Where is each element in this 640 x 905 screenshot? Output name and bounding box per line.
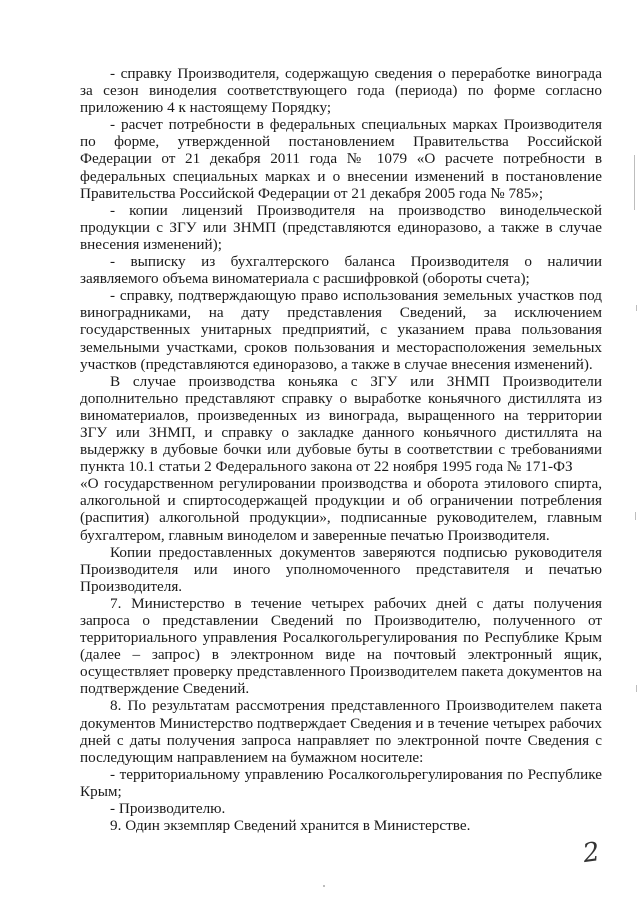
paragraph-recipient-territorial-office: - территориальному управлению Росалкогольрегулирования по Республике Крым; [80,765,602,800]
page-number: 2 [580,836,602,870]
paragraph-federal-law-title: «О государственном регулировании производства и оборота этилового спирта, алкогольной и спиртосодержащей продукции и об ограничении потребления (распития) алкогольной продукции», подписанные руководителем, главным бухгалтером, главным виноделом и заверенные печатью Производителя. [80,475,602,544]
document-body [80,65,602,834]
paragraph-item-9: 9. Один экземпляр Сведений хранится в Министерстве. [110,817,471,835]
paragraph-copies-certification: Копии предоставленных документов заверяются подписью руководителя Производителя или иного уполномоченного представителя и печатью Производителя. [80,543,602,595]
scan-artifact-mark [636,685,637,692]
scan-artifact-mark [323,885,325,887]
paragraph-item-8: 8. По результатам рассмотрения представленного Производителем пакета документов Министерство подтверждает Сведения и в течение четырех рабочих дней с даты получения запроса направляет по электронной почте Сведения с последующим направлением на бумажном носителе: [80,697,602,766]
paragraph-recipient-producer: - Производителю. [110,800,226,818]
paragraph-license-copies: - копии лицензий Производителя на производство винодельческой продукции с ЗГУ или ЗНМП (представляются единоразово, а также в случае внесения изменений); [80,201,602,253]
paragraph-grape-processing-certificate: - справку Производителя, содержащую сведения о переработке винограда за сезон виноделия соответствующего года (периода) по форме согласно приложению 4 к настоящему Порядку; [80,65,602,117]
scan-artifact-mark [634,155,635,210]
paragraph-balance-extract: - выписку из бухгалтерского баланса Производителя о наличии заявляемого объема виноматериала с расшифровкой (обороты счета); [80,253,602,288]
paragraph-item-7: 7. Министерство в течение четырех рабочих дней с даты получения запроса о представлении Сведений по Производителю, полученного от территориального управления Росалкогольрегулирования по Республике Крым (далее – запрос) в электронном виде на почтовый электронный ящик, осуществляет проверку представленного Производителем пакета документов на подтверждение Сведений. [80,594,602,698]
paragraph-excise-marks-calculation: - расчет потребности в федеральных специальных марках Производителя по форме, утвержденной постановлением Правительства Российской Федерации от 21 декабря 2011 года № 1079 «О расчете потребности в федеральных специальных марках и о внесении изменений в постановление Правительства Российской Федерации от 21 декабря 2005 года № 785»; [80,116,602,202]
scan-artifact-mark [635,512,636,520]
scan-artifact-mark [636,305,637,311]
paragraph-land-use-certificate: - справку, подтверждающую право использования земельных участков под виноградниками, на дату представления Сведений, за исключением государственных унитарных предприятий, с указанием права пользования земельными участками, сроков пользования и месторасположения земельных участков (представляются единоразово, а также в случае внесения изменений). [80,287,602,373]
paragraph-cognac-production: В случае производства коньяка с ЗГУ или ЗНМП Производители дополнительно представляют справку о выработке коньячного дистиллята из виноматериалов, произведенных из винограда, выращенного на территории ЗГУ или ЗНМП, и справку о закладке данного коньячного дистиллята на выдержку в дубовые бочки или дубовые буты в соответствии с требованиями пункта 10.1 статьи 2 Федерального закона от 22 ноября 1995 года № 171-ФЗ [80,372,602,476]
